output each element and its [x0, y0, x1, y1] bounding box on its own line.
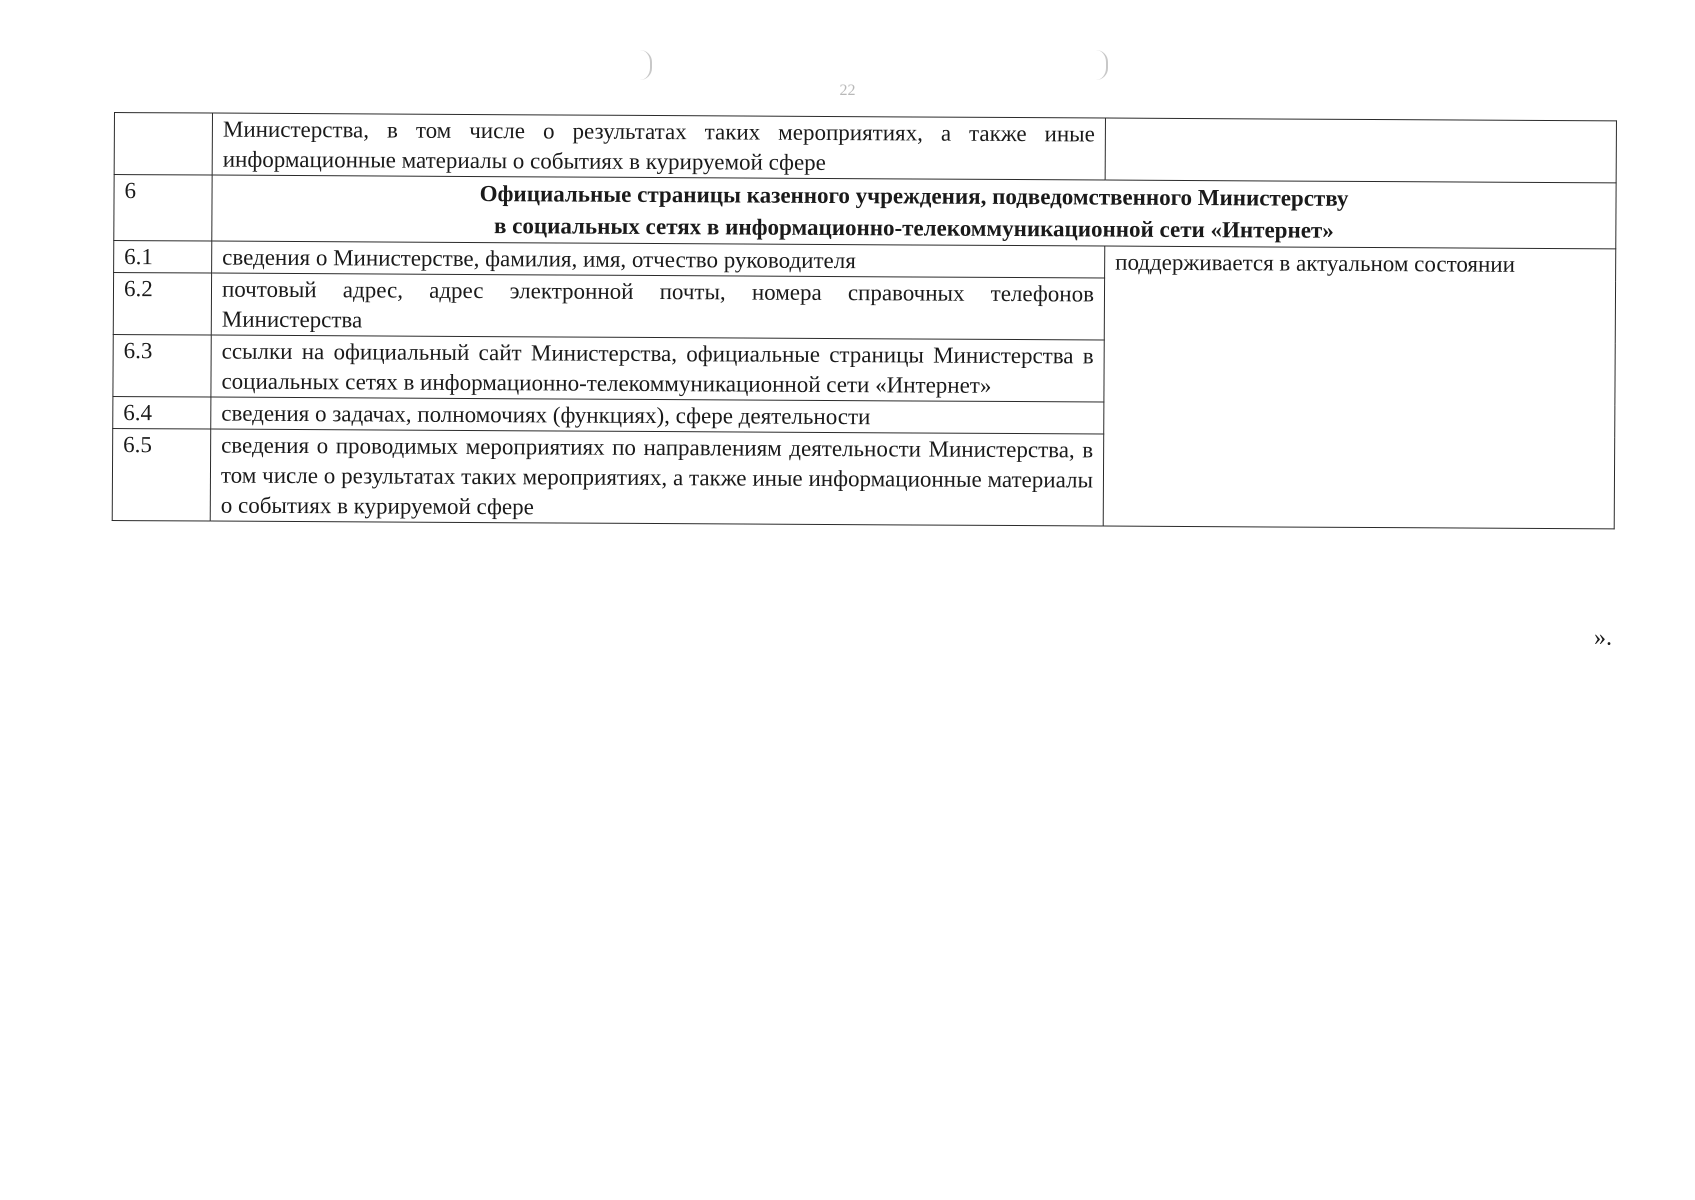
- table-row-continued: [114, 113, 1616, 183]
- row-number: 6.5: [112, 428, 211, 521]
- page-number: 22: [839, 82, 856, 99]
- row-number: 6.3: [113, 334, 211, 397]
- row-number: [114, 113, 212, 176]
- row-status: [1105, 118, 1616, 183]
- requirements-table: [112, 112, 1617, 529]
- section-row: [114, 175, 1616, 249]
- closing-quote-mark: ».: [1594, 625, 1612, 651]
- section-heading: [212, 175, 1616, 249]
- row-description: Министерства, в том числе о результатах таких мероприятиях, а также иные информационные материалы о событиях в курируемой сфере: [212, 113, 1105, 180]
- section-number: 6: [114, 175, 212, 242]
- row-number: 6.1: [114, 241, 212, 274]
- shared-status: поддерживается в актуальном состоянии: [1103, 246, 1616, 529]
- row-description: сведения о задачах, полномочиях (функциях), сфере деятельности: [211, 397, 1104, 434]
- row-description: сведения о Министерстве, фамилия, имя, отчество руководителя: [212, 241, 1105, 278]
- row-description: почтовый адрес, адрес электронной почты, номера справочных телефонов Министерства: [211, 273, 1104, 340]
- section-heading-line2: в социальных сетях в информационно-телекоммуникационной сети «Интернет»: [493, 213, 1334, 243]
- row-number: 6.2: [113, 273, 211, 336]
- punch-hole-mark: [1096, 50, 1108, 80]
- row-description: сведения о проводимых мероприятиях по направлениям деятельности Министерства, в том числе о результатах таких мероприятиях, а также иные информационные материалы о событиях в курируемой сфере: [210, 429, 1103, 526]
- punch-hole-mark: [640, 50, 652, 80]
- row-description: ссылки на официальный сайт Министерства, официальные страницы Министерства в социальных сетях в информационно-телекоммуникационной сети «Интернет»: [211, 335, 1104, 402]
- section-heading-line1: Официальные страницы казенного учреждения, подведомственного Министерству: [479, 181, 1349, 211]
- row-number: 6.4: [113, 396, 211, 429]
